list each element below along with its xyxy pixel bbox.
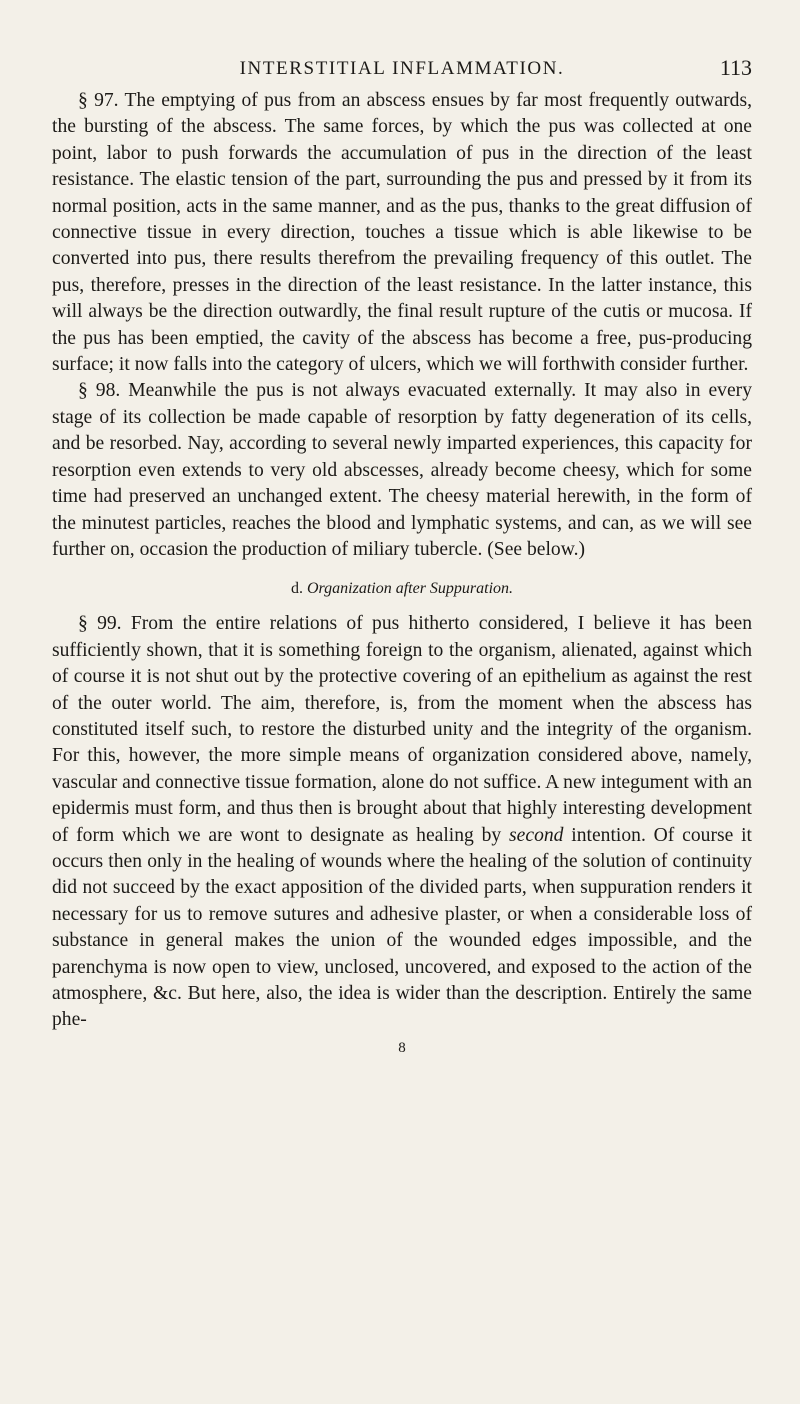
running-header <box>52 55 752 88</box>
paragraph-99 <box>52 611 752 1034</box>
paragraph-98: § 98. Meanwhile the pus is not always evacuated externally. It may also in every stage of its collection be made capable of resorption by fatty degeneration of its cells, and be resorbed. Nay, according to several newly imparted experiences, this capacity for resorption even extends to very old abscesses, already become cheesy, which for some time had preserved an unchanged extent. The cheesy material herewith, in the form of the minutest particles, reaches the blood and lymphatic systems, and can, as we will see further on, occasion the production of miliary tubercle. (See below.) <box>52 380 752 560</box>
paragraph-97: § 97. The emptying of pus from an abscess ensues by far most frequently outwards, the bursting of the abscess. The same forces, by which the pus was collected at one point, labor to push forwards the accumulation of pus in the direction of the least resistance. The elastic tension of the part, surrounding the pus and pressed by it from its normal position, acts in the same manner, and as the pus, thanks to the great diffusion of connective tissue in every direction, touches a tissue which is able likewise to be converted into pus, there results therefrom the prevailing frequency of this outlet. The pus, therefore, presses in the direction of the least resistance. In the latter instance, this will always be the direction outwardly, the final result rupture of the cutis or mucosa. If the pus has been emptied, the cavity of the abscess has become a free, pus-producing surface; it now falls into the category of ulcers, which we will forthwith consider further. <box>52 90 752 376</box>
signature-mark: 8 <box>398 1039 406 1056</box>
book-page <box>52 55 752 1057</box>
page-number: 113 <box>719 55 752 80</box>
paragraph-99-emphasis: second <box>509 824 564 846</box>
section-label: d. <box>290 580 303 598</box>
running-title: INTERSTITIAL INFLAMMATION. <box>239 58 565 79</box>
paragraph-99-part-1: § 99. From the entire relations of pus hitherto considered, I believe it has been sufficiently shown, that it is something foreign to the organism, alienated, against which of course it is not shut out by the protective covering of an epithelium as against the rest of the outer world. The aim, therefore, is, from the moment when the abscess has constituted itself such, to restore the disturbed unity and the integrity of the organism. For this, however, the more simple means of organization considered above, namely, vascular and connective tissue formation, alone do not suffice. A new integument with an epidermis must form, and thus then is brought about that highly interesting development of form which we are wont to designate as healing by <box>52 613 752 846</box>
section-heading <box>52 577 752 601</box>
paragraph-99-part-2: intention. Of course it occurs then only in the healing of wounds where the healing of the solution of continuity did not succeed by the exact apposition of the divided parts, when suppuration renders it necessary for us to remove sutures and adhesive plaster, or when a considerable loss of substance in general makes the union of the wounded edges impossible, and the parenchyma is now open to view, unclosed, uncovered, and exposed to the action of the atmosphere, &c. But here, also, the idea is wider than the description. Entirely the same phe- <box>52 824 752 1031</box>
section-title: Organization after Suppuration. <box>306 580 514 598</box>
